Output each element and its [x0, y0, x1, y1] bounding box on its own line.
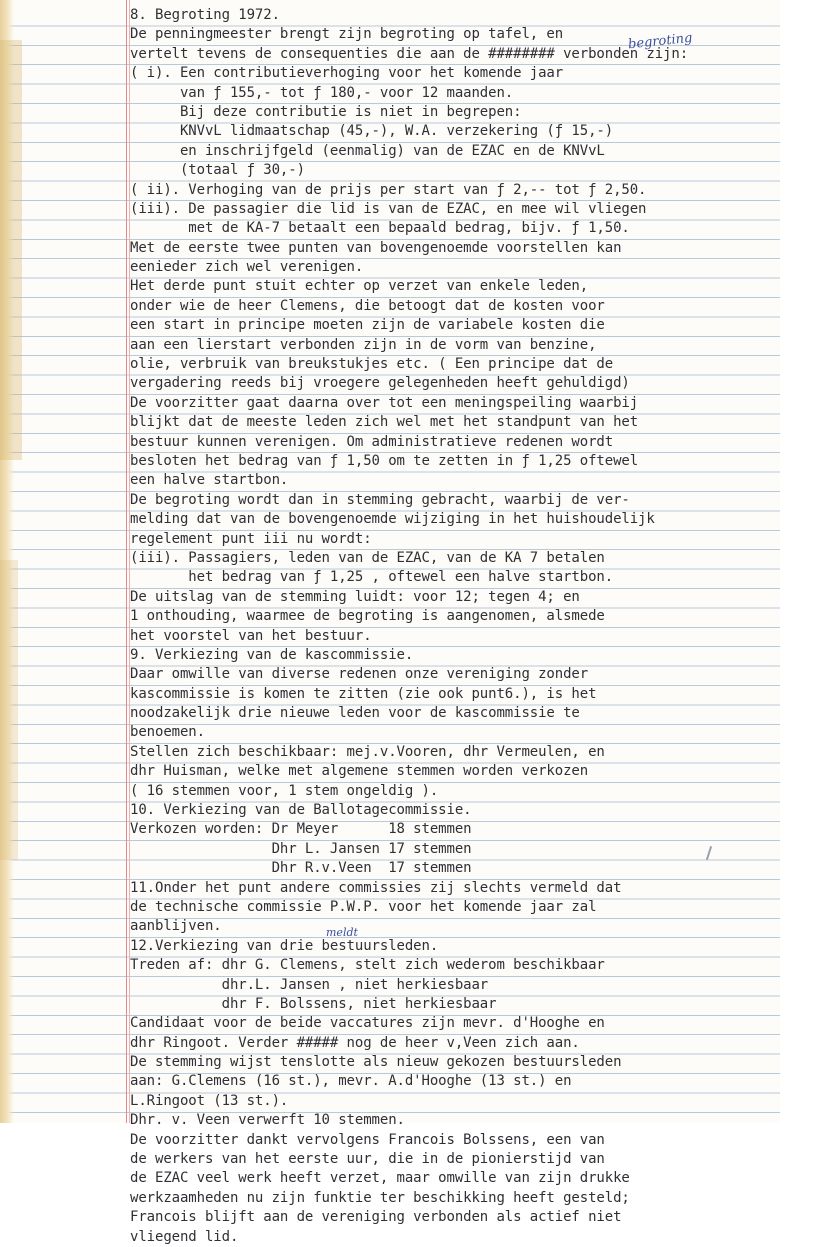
text-line: ( i). Een contributieverhoging voor het komende jaar: [130, 65, 564, 82]
text-line: Het derde punt stuit echter op verzet van enkele leden,: [130, 278, 589, 295]
text-line: dhr F. Bolssens, niet herkiesbaar: [130, 995, 497, 1012]
text-line: noodzakelijk drie nieuwe leden voor de kascommissie te: [130, 705, 580, 722]
text-line: Treden af: dhr G. Clemens, stelt zich wederom beschikbaar: [130, 957, 605, 974]
text-line: vliegend lid.: [130, 1228, 239, 1245]
text-line: De stemming wijst tenslotte als nieuw gekozen bestuursleden: [130, 1054, 622, 1071]
text-line: KNVvL lidmaatschap (45,-), W.A. verzekering (ƒ 15,-): [130, 123, 614, 140]
text-line: aanblijven.: [130, 918, 222, 935]
text-line: aan: G.Clemens (16 st.), mevr. A.d'Hooghe (13 st.) en: [130, 1073, 572, 1090]
text-line: 9. Verkiezing van de kascommissie.: [130, 646, 414, 663]
text-line: 8. Begroting 1972.: [130, 7, 280, 23]
text-line: De voorzitter gaat daarna over tot een meningspeiling waarbij: [130, 394, 639, 411]
text-line: en inschrijfgeld (eenmalig) van de EZAC en de KNVvL: [130, 142, 605, 159]
text-line: het voorstel van het bestuur.: [130, 627, 372, 644]
handwritten-correction-meldt: meldt: [326, 926, 358, 939]
text-line: Daar omwille van diverse redenen onze vereniging zonder: [130, 666, 589, 683]
text-line: 10. Verkiezing van de Ballotagecommissie.: [130, 802, 472, 819]
text-line: werkzaamheden nu zijn funktie ter beschikking heeft gesteld;: [130, 1189, 630, 1206]
text-line: melding dat van de bovengenoemde wijziging in het huishoudelijk: [130, 511, 655, 528]
text-line: De begroting wordt dan in stemming gebracht, waarbij de ver-: [130, 491, 630, 508]
text-line: Dhr. v. Veen verwerft 10 stemmen.: [130, 1112, 405, 1129]
text-line: ( 16 stemmen voor, 1 stem ongeldig ).: [130, 782, 439, 799]
text-line: van ƒ 155,- tot ƒ 180,- voor 12 maanden.: [130, 84, 514, 101]
text-line: een start in principe moeten zijn de variabele kosten die: [130, 317, 605, 334]
text-line: de technische commissie P.W.P. voor het komende jaar zal: [130, 898, 597, 915]
text-line: Dhr L. Jansen 17 stemmen: [130, 840, 472, 857]
text-line: Verkozen worden: Dr Meyer 18 stemmen: [130, 821, 472, 838]
text-line: De voorzitter dankt vervolgens Francois Bolssens, een van: [130, 1131, 605, 1148]
text-line: (totaal ƒ 30,-): [130, 162, 305, 179]
typed-minutes-text: [130, 6, 750, 1247]
text-line: Dhr R.v.Veen 17 stemmen: [130, 860, 472, 877]
margin-line: [126, 0, 127, 1123]
text-line: kascommissie is komen te zitten (zie ook punt6.), is het: [130, 685, 597, 702]
text-line: blijkt dat de meeste leden zich wel met het standpunt van het: [130, 414, 639, 431]
text-line: bestuur kunnen verenigen. Om administratieve redenen wordt: [130, 433, 614, 450]
handwritten-correction-begroting: begroting: [627, 30, 694, 53]
text-line: een halve startbon.: [130, 472, 289, 489]
text-line: dhr Huisman, welke met algemene stemmen worden verkozen: [130, 763, 589, 780]
text-line: de werkers van het eerste uur, die in de pionierstijd van: [130, 1151, 605, 1168]
text-line: Stellen zich beschikbaar: mej.v.Vooren, dhr Vermeulen, en: [130, 743, 605, 760]
text-line: met de KA-7 betaalt een bepaald bedrag, bijv. ƒ 1,50.: [130, 220, 630, 237]
text-line: eenieder zich wel verenigen.: [130, 259, 364, 276]
text-line: de EZAC veel werk heeft verzet, maar omwille van zijn drukke: [130, 1170, 630, 1187]
text-line: (iii). De passagier die lid is van de EZAC, en mee wil vliegen: [130, 200, 647, 217]
paper-stain: [0, 560, 18, 860]
text-line: (iii). Passagiers, leden van de EZAC, van de KA 7 betalen: [130, 549, 605, 566]
text-line: ( ii). Verhoging van de prijs per start van ƒ 2,-- tot ƒ 2,50.: [130, 181, 647, 198]
text-line: vertelt tevens de consequenties die aan de ######## verbonden zijn:: [130, 45, 689, 62]
text-line: dhr Ringoot. Verder ##### nog de heer v,Veen zich aan.: [130, 1034, 580, 1051]
text-line: vergadering reeds bij vroegere gelegenheden heeft gehuldigd): [130, 375, 630, 392]
text-line: Bij deze contributie is niet in begrepen:: [130, 103, 522, 120]
text-line: olie, verbruik van breukstukjes etc. ( Een principe dat de: [130, 356, 614, 373]
text-line: besloten het bedrag van ƒ 1,50 om te zetten in ƒ 1,25 oftewel: [130, 452, 639, 469]
text-line: onder wie de heer Clemens, die betoogt dat de kosten voor: [130, 297, 605, 314]
text-line: benoemen.: [130, 724, 205, 741]
text-line: Francois blijft aan de vereniging verbonden als actief niet: [130, 1209, 622, 1226]
text-line: regelement punt iii nu wordt:: [130, 530, 372, 547]
text-line: aan een lierstart verbonden zijn in de vorm van benzine,: [130, 336, 597, 353]
text-line: dhr.L. Jansen , niet herkiesbaar: [130, 976, 489, 993]
text-line: 11.Onder het punt andere commissies zij slechts vermeld dat: [130, 879, 622, 896]
text-line: 1 onthouding, waarmee de begroting is aangenomen, alsmede: [130, 608, 605, 625]
text-line: 12.Verkiezing van drie bestuursleden.: [130, 937, 439, 954]
text-line: De penningmeester brengt zijn begroting op tafel, en: [130, 26, 564, 43]
text-line: L.Ringoot (13 st.).: [130, 1092, 289, 1109]
text-line: Met de eerste twee punten van bovengenoemde voorstellen kan: [130, 239, 622, 256]
paper-stain: [0, 40, 22, 460]
text-line: het bedrag van ƒ 1,25 , oftewel een halve startbon.: [130, 569, 614, 586]
text-line: De uitslag van de stemming luidt: voor 12; tegen 4; en: [130, 588, 580, 605]
text-line: Candidaat voor de beide vaccatures zijn mevr. d'Hooghe en: [130, 1015, 605, 1032]
